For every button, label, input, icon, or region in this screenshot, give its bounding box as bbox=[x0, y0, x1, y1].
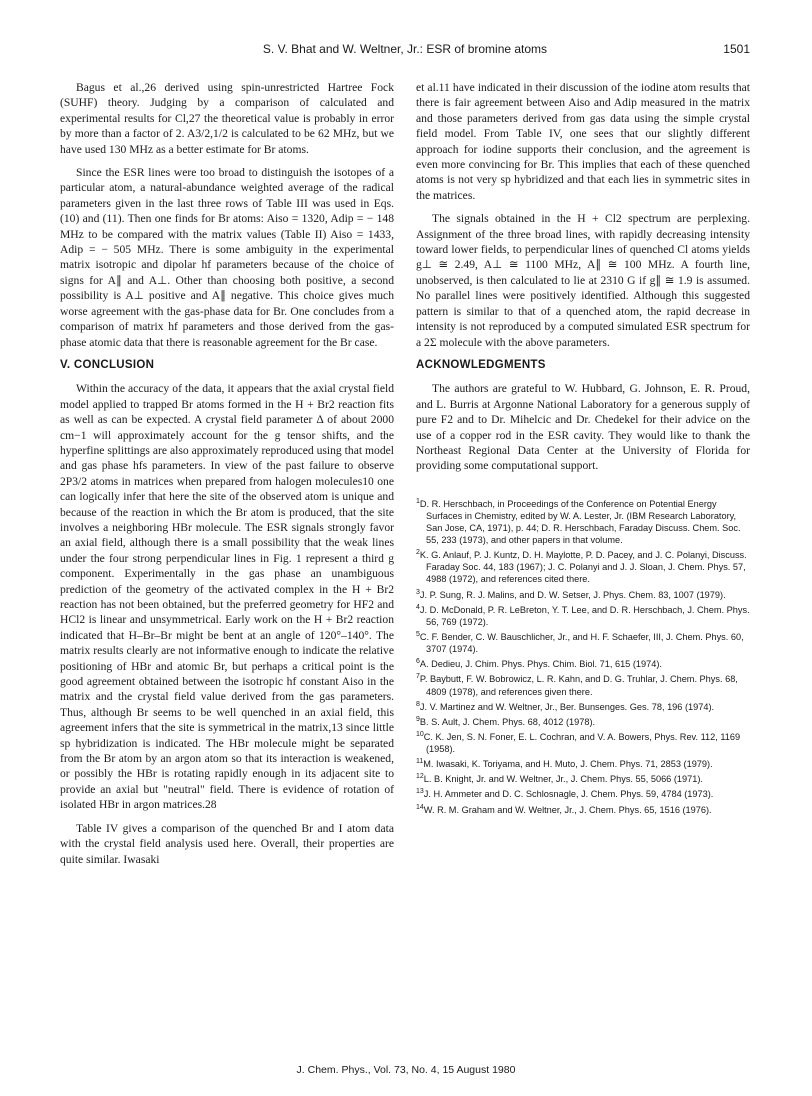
acknowledgment-paragraph: The authors are grateful to W. Hubbard, G. Johnson, E. R. Proud, and L. Burris at Argonne National Laboratory for a generous supply of pure F2 and to Dr. Mihelcic and Dr. Chedekel for their advice on the use of a copper rod in the ESR cavity. They would like to thank the Northeast Regional Data Center at the University of Florida for providing some computational support. bbox=[416, 382, 750, 473]
reference-number: 6 bbox=[416, 658, 420, 666]
reference-number: 5 bbox=[416, 630, 420, 638]
reference-text: J. D. McDonald, P. R. LeBreton, Y. T. Lee, and D. R. Herschbach, J. Chem. Phys. 56, 769 (1972). bbox=[419, 604, 750, 627]
paragraph: et al.11 have indicated in their discussion of the iodine atom results that there is fair agreement between Aiso and Adip measured in the matrix and those parameters derived from gas data using the simple crystal field model. From Table IV, one sees that our slightly different approach for iodine supports their conclusion, and the agreement is even more convincing for Br. This implies that each of these quenched atoms is not very sp hybridized and that each lies in symmetric sites in the matrices. bbox=[416, 81, 750, 202]
reference-number: 10 bbox=[416, 730, 424, 738]
reference-item bbox=[416, 714, 750, 728]
reference-text: B. S. Ault, J. Chem. Phys. 68, 4012 (1978). bbox=[419, 716, 596, 727]
reference-number: 7 bbox=[416, 673, 420, 681]
section-heading-acknowledgments: ACKNOWLEDGMENTS bbox=[416, 358, 546, 371]
reference-number: 14 bbox=[416, 803, 424, 811]
reference-number: 3 bbox=[416, 588, 420, 596]
reference-text: K. G. Anlauf, P. J. Kuntz, D. H. Maylotte, P. D. Pacey, and J. C. Polanyi, Discuss. Faraday Soc. 44, 183 (1967); J. C. Polanyi and J. J. Sloan, J. Chem. Phys. 57, 4988 (1972), and references cited there. bbox=[419, 550, 747, 585]
reference-item bbox=[416, 496, 750, 546]
reference-item bbox=[416, 656, 750, 670]
references-list bbox=[416, 496, 750, 816]
reference-text: J. H. Ammeter and D. C. Schlosnagle, J. Chem. Phys. 59, 4784 (1973). bbox=[423, 789, 714, 800]
reference-number: 2 bbox=[416, 549, 420, 557]
reference-text: W. R. M. Graham and W. Weltner, Jr., J. Chem. Phys. 65, 1516 (1976). bbox=[423, 804, 712, 815]
reference-item bbox=[416, 786, 750, 800]
reference-number: 8 bbox=[416, 700, 420, 708]
paragraph: Bagus et al.,26 derived using spin-unrestricted Hartree Fock (SUHF) theory. Judging by a comparison of calculated and experimental results for Cl,27 the theoretical value is probably in error by more than a factor of 2. A3/2,1/2 is calculated to be 62 MHz, but we have used 130 MHz as a better estimate for Br atoms. bbox=[60, 81, 394, 156]
reference-number: 4 bbox=[416, 603, 420, 611]
reference-item bbox=[416, 671, 750, 697]
reference-number: 9 bbox=[416, 715, 420, 723]
paragraph: Table IV gives a comparison of the quenched Br and I atom data with the crystal field analysis used here. Overall, their properties are quite similar. Iwasaki bbox=[60, 821, 394, 866]
reference-item bbox=[416, 629, 750, 655]
reference-text: L. B. Knight, Jr. and W. Weltner, Jr., J. Chem. Phys. 55, 5066 (1971). bbox=[423, 774, 703, 785]
reference-number: 11 bbox=[416, 758, 424, 766]
reference-item bbox=[416, 771, 750, 785]
reference-text: P. Baybutt, F. W. Bobrowicz, L. R. Kahn, and D. G. Truhlar, J. Chem. Phys. 68, 4809 (1978), and references given there. bbox=[419, 674, 738, 697]
reference-text: A. Dedieu, J. Chim. Phys. Phys. Chim. Biol. 71, 615 (1974). bbox=[419, 659, 662, 670]
reference-item bbox=[416, 802, 750, 816]
reference-number: 12 bbox=[416, 773, 424, 781]
reference-item bbox=[416, 602, 750, 628]
reference-item bbox=[416, 699, 750, 713]
right-column bbox=[416, 80, 750, 817]
paragraph: Within the accuracy of the data, it appears that the axial crystal field model applied to trapped Br atoms formed in the H + Br2 reaction fits as well as can be expected. A crystal field parameter Δ of about 2000 cm−1 will approximately account for the g tensor shifts, and the hyperfine splittings are also approximately reproduced using that model and gas phase hfs parameters. In view of the past failure to observe 2P3/2 atoms in matrices when prepared from halogen molecules10 one can logically infer that here the site of the observed atom is unique and because of the reaction in which the Br atom is produced, that the site involves a neighboring HBr molecule. The ESR signals strongly favor an axial field, although there is a small possibility that the weak lines under the four strong perpendicular lines in Fig. 1 represent a third g component. Experimentally in the gas phase an unambiguous prediction of the geometry of the activated complex in the H + Br2 reaction has not been obtained, but the preferred geometry for HF2 and HCl2 is linear and unsymmetrical. Early work on the H + Br2 reaction indicated that H–Br–Br might be bent at an angle of 120°–140°. The matrix results clearly are not informative enough to indicate the relative positioning of HBr and atomic Br, but perhaps a critical point is the good agreement obtained between the isotropic hf constant Aiso in the matrix and the crystal field value derived from the gas parameters. Thus, although Br seems to be well quenched in an axial field, this agreement infers that the site is symmetrical in the matrix,13 since little sp hybridization is indicated. The HBr molecule might be separated from the Br atom by an argon atom so that its interaction is weakened, or possibly the HBr is rotating rapidly enough in its adjacent site to provide an axial but "neutral" field. There is evidence of rotation of isolated HBr in argon matrices.28 bbox=[60, 382, 394, 812]
section-heading-conclusion: V. CONCLUSION bbox=[60, 358, 155, 371]
reference-item bbox=[416, 756, 750, 770]
reference-text: C. F. Bender, C. W. Bauschlicher, Jr., and H. F. Schaefer, III, J. Chem. Phys. 60, 3707 (1974). bbox=[419, 632, 744, 655]
paragraph: Since the ESR lines were too broad to distinguish the isotopes of a particular atom, a natural-abundance weighted average of the radical parameters given in the last three rows of Table III was used in Eqs. (10) and (11). Then one finds for Br atoms: Aiso = 1320, Adip = − 148 MHz to be compared with the matrix values (Table II) Aiso = 1433, Adip = − 505 MHz. There is some ambiguity in the experimental matrix isotropic and dipolar hf parameters because of the choice of signs for A∥ and A⊥. Other than choosing both positive, a second possibility is A⊥ positive and A∥ negative. This choice gives much worse agreement with the gas-phase data for Br. One concludes from a comparison of matrix hf parameters and those derived from the gas-phase atomic data that there is reasonable agreement for the Br case. bbox=[60, 166, 394, 349]
reference-text: J. P. Sung, R. J. Malins, and D. W. Setser, J. Phys. Chem. 83, 1007 (1979). bbox=[419, 589, 726, 600]
header-title: S. V. Bhat and W. Weltner, Jr.: ESR of bromine atoms bbox=[262, 42, 548, 56]
reference-text: C. K. Jen, S. N. Foner, E. L. Cochran, and V. A. Bowers, Phys. Rev. 112, 1169 (1958). bbox=[423, 731, 741, 755]
reference-text: D. R. Herschbach, in Proceedings of the Conference on Potential Energy Surfaces in Chemistry, edited by W. A. Lester, Jr. (IBM Research Laboratory, San Jose, CA, 1971), p. 44; D. R. Herschbach, Faraday Discuss. Chem. Soc. 55, 233 (1973), and other papers in that volume. bbox=[419, 498, 741, 546]
reference-text: M. Iwasaki, K. Toriyama, and H. Muto, J. Chem. Phys. 71, 2853 (1979). bbox=[423, 759, 713, 770]
reference-number: 1 bbox=[416, 497, 420, 505]
reference-item bbox=[416, 547, 750, 585]
reference-item bbox=[416, 729, 750, 755]
paragraph: The signals obtained in the H + Cl2 spectrum are perplexing. Assignment of the three broad lines, with rapidly decreasing intensity toward lower fields, to perpendicular lines of quenched Cl atoms yields g⊥ ≅ 2.49, A⊥ ≅ 1100 MHz, A∥ ≅ 100 MHz. A fourth line, unobserved, is then calculated to lie at 2310 G if g∥ ≅ 1.9 is assumed. No parallel lines were positively identified. Although this suggested pattern is similar to that of a quenched atom, the rapid decrease in intensity is not reproduced by a computed simulated ESR spectrum for a 2Σ molecule with the above parameters. bbox=[416, 212, 750, 349]
journal-footer: J. Chem. Phys., Vol. 73, No. 4, 15 August 1980 bbox=[296, 1064, 516, 1076]
reference-text: J. V. Martinez and W. Weltner, Jr., Ber. Bunsenges. Ges. 78, 196 (1974). bbox=[419, 701, 715, 712]
left-column bbox=[60, 80, 394, 867]
reference-item bbox=[416, 587, 750, 601]
reference-number: 13 bbox=[416, 788, 424, 796]
page-number: 1501 bbox=[723, 42, 750, 56]
running-header bbox=[60, 42, 750, 60]
